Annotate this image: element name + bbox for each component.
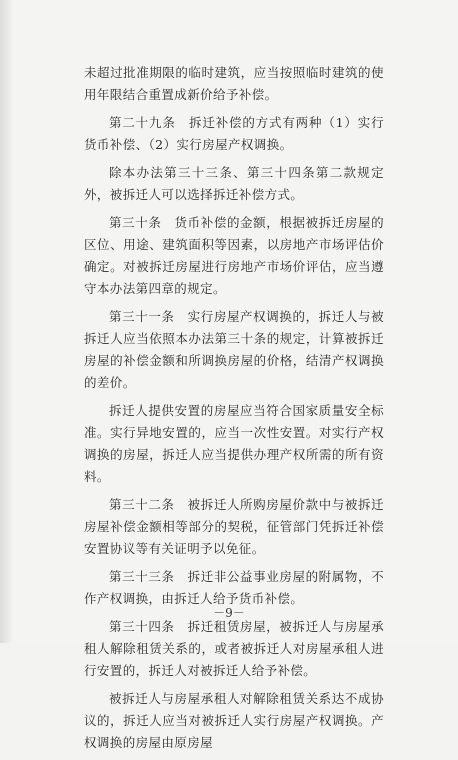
- article-31-clause: 拆迁人提供安置的房屋应当符合国家质量安全标准。实行异地安置的，应当一次性安置。对实行产权调换的房屋，拆迁人应当提供办理产权所需的所有资料。: [84, 403, 384, 484]
- article-30: 第三十条 货币补偿的金额，根据被拆迁房屋的区位、用途、建筑面积等因素，以房地产市场评估价确定。对被拆迁房屋进行房地产市场价评估，应当遵守本办法第四章的规定。: [84, 215, 384, 296]
- article-33: 第三十三条 拆迁非公益事业房屋的附属物，不作产权调换，由拆迁人给予货币补偿。: [84, 569, 384, 606]
- article-32: 第三十二条 被拆迁人所购房屋价款中与被拆迁房屋补偿金额相等部分的契税，征管部门凭拆迁补偿安置协议等有关证明予以免征。: [84, 497, 384, 556]
- article-29-clause: 除本办法第三十三条、第三十四条第二款规定外，被拆迁人可以选择拆迁补偿方式。: [84, 165, 384, 202]
- article-31: 第三十一条 实行房屋产权调换的，拆迁人与被拆迁人应当依照本办法第三十条的规定，计算被拆迁房屋的补偿金额和所调换房屋的价格，结清产权调换的差价。: [84, 309, 384, 390]
- article-34: 第三十四条 拆迁租赁房屋，被拆迁人与房屋承租人解除租赁关系的，或者被拆迁人对房屋承租人进行安置的，拆迁人对被拆迁人给予补偿。: [84, 619, 384, 678]
- paragraph-continuation: 未超过批准期限的临时建筑，应当按照临时建筑的使用年限结合重置成新价给予补偿。: [84, 65, 384, 102]
- article-34-clause: 被拆迁人与房屋承租人对解除租赁关系达不成协议的，拆迁人应当对被拆迁人实行房屋产权调换。产权调换的房屋由原房屋: [84, 691, 384, 750]
- document-body: [84, 62, 384, 760]
- scan-shadow: [0, 0, 14, 643]
- article-29: 第二十九条 拆迁补偿的方式有两种（1）实行货币补偿、（2）实行房屋产权调换。: [84, 115, 384, 152]
- page-number: －9－: [213, 606, 245, 620]
